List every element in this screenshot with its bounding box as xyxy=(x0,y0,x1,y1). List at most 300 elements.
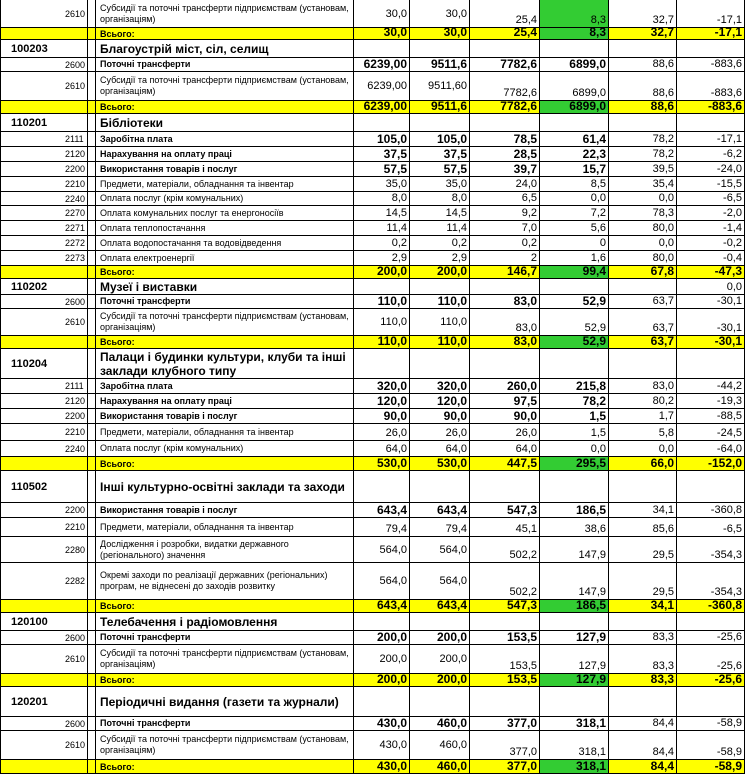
plan-period-value: 260,0 xyxy=(470,379,540,394)
plan-year-value xyxy=(354,40,410,58)
plan-year-value: 6239,00 xyxy=(354,101,410,114)
plan-adjusted-value: 110,0 xyxy=(410,336,470,349)
item-description: Предмети, матеріали, обладнання та інвентар xyxy=(96,518,354,537)
plan-adjusted-value: 460,0 xyxy=(410,717,470,731)
total-label: Всього: xyxy=(96,336,354,349)
kekv-code: 2210 xyxy=(0,424,88,441)
plan-adjusted-value: 9511,60 xyxy=(410,72,470,101)
kekv-code: 2120 xyxy=(0,394,88,409)
spacer-cell xyxy=(88,0,96,28)
spacer-cell xyxy=(88,309,96,336)
kekv-code: 2610 xyxy=(0,645,88,674)
plan-year-value xyxy=(354,687,410,717)
percent-value: 63,7 xyxy=(609,336,677,349)
item-description: Предмети, матеріали, обладнання та інвентар xyxy=(96,177,354,192)
table-row xyxy=(0,424,750,441)
plan-year-value: 6239,00 xyxy=(354,72,410,101)
deviation-value: -2,0 xyxy=(677,206,745,221)
spacer-cell xyxy=(88,687,96,717)
spacer-cell xyxy=(88,236,96,251)
percent-value xyxy=(609,279,677,295)
plan-year-value: 200,0 xyxy=(354,266,410,279)
percent-value: 0,0 xyxy=(609,192,677,206)
deviation-value: -64,0 xyxy=(677,441,745,457)
actual-value: 6899,0 xyxy=(540,58,609,72)
table-row xyxy=(0,731,750,760)
deviation-value: -58,9 xyxy=(677,717,745,731)
percent-value: 78,3 xyxy=(609,206,677,221)
table-row xyxy=(0,177,750,192)
deviation-value xyxy=(677,471,745,503)
deviation-value: -883,6 xyxy=(677,101,745,114)
kekv-code: 2200 xyxy=(0,409,88,424)
deviation-value xyxy=(677,40,745,58)
deviation-value: -88,5 xyxy=(677,409,745,424)
plan-adjusted-value: 110,0 xyxy=(410,295,470,309)
kekv-code: 2610 xyxy=(0,309,88,336)
kekv-code: 2610 xyxy=(0,0,88,28)
plan-year-value: 79,4 xyxy=(354,518,410,537)
plan-period-value: 83,0 xyxy=(470,309,540,336)
plan-period-value: 377,0 xyxy=(470,731,540,760)
spacer-cell xyxy=(88,409,96,424)
percent-value xyxy=(609,40,677,58)
percent-value: 83,3 xyxy=(609,631,677,645)
plan-year-value: 26,0 xyxy=(354,424,410,441)
kekv-code: 2272 xyxy=(0,236,88,251)
spacer-cell xyxy=(88,457,96,471)
plan-period-value: 502,2 xyxy=(470,537,540,563)
plan-year-value xyxy=(354,613,410,631)
section-row xyxy=(0,40,750,58)
deviation-value: -58,9 xyxy=(677,760,745,774)
total-label: Всього: xyxy=(96,600,354,613)
kekv-code: 2120 xyxy=(0,147,88,162)
percent-value: 67,8 xyxy=(609,266,677,279)
plan-year-value: 200,0 xyxy=(354,631,410,645)
percent-value: 83,0 xyxy=(609,379,677,394)
plan-year-value: 30,0 xyxy=(354,28,410,40)
actual-value: 1,5 xyxy=(540,409,609,424)
actual-value: 52,9 xyxy=(540,295,609,309)
deviation-value: -152,0 xyxy=(677,457,745,471)
total-row xyxy=(0,600,750,613)
table-row xyxy=(0,379,750,394)
kekv-code: 2270 xyxy=(0,206,88,221)
kekv-code: 2600 xyxy=(0,295,88,309)
actual-value: 78,2 xyxy=(540,394,609,409)
percent-value: 32,7 xyxy=(609,0,677,28)
plan-period-value: 83,0 xyxy=(470,336,540,349)
plan-period-value: 377,0 xyxy=(470,760,540,774)
deviation-value: -6,2 xyxy=(677,147,745,162)
table-row xyxy=(0,717,750,731)
percent-value: 83,3 xyxy=(609,645,677,674)
deviation-value: -24,0 xyxy=(677,162,745,177)
item-description: Окремі заходи по реалізації державних (регіональних) програм, не віднесені до заходів розвитку xyxy=(96,563,354,600)
item-description: Оплата електроенергії xyxy=(96,251,354,266)
plan-year-value: 14,5 xyxy=(354,206,410,221)
actual-value: 22,3 xyxy=(540,147,609,162)
plan-period-value: 377,0 xyxy=(470,717,540,731)
deviation-value: -58,9 xyxy=(677,731,745,760)
plan-period-value: 25,4 xyxy=(470,28,540,40)
spacer-cell xyxy=(88,717,96,731)
percent-value: 78,2 xyxy=(609,147,677,162)
total-label: Всього: xyxy=(96,457,354,471)
actual-value: 5,6 xyxy=(540,221,609,236)
plan-year-value: 564,0 xyxy=(354,563,410,600)
spacer-cell xyxy=(88,518,96,537)
plan-adjusted-value: 0,2 xyxy=(410,236,470,251)
plan-adjusted-value: 30,0 xyxy=(410,0,470,28)
kfk-code: 100203 xyxy=(0,40,88,58)
plan-adjusted-value: 11,4 xyxy=(410,221,470,236)
kekv-code: 2600 xyxy=(0,58,88,72)
kekv-code: 2200 xyxy=(0,162,88,177)
spacer-cell xyxy=(88,379,96,394)
actual-value: 15,7 xyxy=(540,162,609,177)
table-row xyxy=(0,132,750,147)
section-row xyxy=(0,613,750,631)
item-description: Оплата комунальних послуг та енергоносіїв xyxy=(96,206,354,221)
actual-value xyxy=(540,471,609,503)
deviation-value: -47,3 xyxy=(677,266,745,279)
percent-value: 80,0 xyxy=(609,221,677,236)
table-row xyxy=(0,192,750,206)
percent-value xyxy=(609,114,677,132)
percent-value: 80,0 xyxy=(609,251,677,266)
percent-value: 84,4 xyxy=(609,717,677,731)
plan-period-value xyxy=(470,349,540,379)
kekv-code: 2240 xyxy=(0,192,88,206)
percent-value: 63,7 xyxy=(609,295,677,309)
plan-period-value: 78,5 xyxy=(470,132,540,147)
total-label: Всього: xyxy=(96,760,354,774)
section-row xyxy=(0,114,750,132)
spacer-cell xyxy=(88,394,96,409)
deviation-value: -0,2 xyxy=(677,236,745,251)
spacer-cell xyxy=(88,132,96,147)
plan-year-value xyxy=(354,471,410,503)
deviation-value: -360,8 xyxy=(677,600,745,613)
total-row xyxy=(0,101,750,114)
code-cell xyxy=(0,600,88,613)
actual-value: 127,9 xyxy=(540,674,609,687)
table-row xyxy=(0,147,750,162)
plan-period-value: 9,2 xyxy=(470,206,540,221)
deviation-value: -30,1 xyxy=(677,309,745,336)
plan-year-value: 2,9 xyxy=(354,251,410,266)
item-description: Предмети, матеріали, обладнання та інвентар xyxy=(96,424,354,441)
plan-period-value: 547,3 xyxy=(470,600,540,613)
actual-value: 52,9 xyxy=(540,336,609,349)
plan-adjusted-value: 26,0 xyxy=(410,424,470,441)
total-row xyxy=(0,336,750,349)
item-description: Поточні трансферти xyxy=(96,58,354,72)
deviation-value: -17,1 xyxy=(677,0,745,28)
kekv-code: 2610 xyxy=(0,731,88,760)
actual-value xyxy=(540,613,609,631)
actual-value: 7,2 xyxy=(540,206,609,221)
plan-year-value: 37,5 xyxy=(354,147,410,162)
deviation-value xyxy=(677,114,745,132)
percent-value: 85,6 xyxy=(609,518,677,537)
deviation-value: -17,1 xyxy=(677,132,745,147)
plan-year-value: 64,0 xyxy=(354,441,410,457)
actual-value: 38,6 xyxy=(540,518,609,537)
actual-value: 295,5 xyxy=(540,457,609,471)
plan-period-value: 24,0 xyxy=(470,177,540,192)
kekv-code: 2600 xyxy=(0,631,88,645)
plan-year-value: 57,5 xyxy=(354,162,410,177)
percent-value xyxy=(609,349,677,379)
item-description: Використання товарів і послуг xyxy=(96,409,354,424)
plan-adjusted-value: 200,0 xyxy=(410,645,470,674)
deviation-value: -354,3 xyxy=(677,537,745,563)
plan-adjusted-value xyxy=(410,687,470,717)
plan-year-value xyxy=(354,114,410,132)
plan-year-value: 105,0 xyxy=(354,132,410,147)
kekv-code: 2610 xyxy=(0,72,88,101)
actual-value: 6899,0 xyxy=(540,101,609,114)
section-title: Бібліотеки xyxy=(96,114,354,132)
plan-adjusted-value: 57,5 xyxy=(410,162,470,177)
actual-value: 147,9 xyxy=(540,537,609,563)
deviation-value: -354,3 xyxy=(677,563,745,600)
plan-period-value: 153,5 xyxy=(470,674,540,687)
plan-adjusted-value: 90,0 xyxy=(410,409,470,424)
plan-period-value: 7782,6 xyxy=(470,101,540,114)
total-row xyxy=(0,674,750,687)
spacer-cell xyxy=(88,760,96,774)
plan-period-value: 64,0 xyxy=(470,441,540,457)
plan-year-value: 110,0 xyxy=(354,336,410,349)
section-title: Благоустрій міст, сіл, селищ xyxy=(96,40,354,58)
plan-adjusted-value: 37,5 xyxy=(410,147,470,162)
actual-value: 318,1 xyxy=(540,760,609,774)
code-cell xyxy=(0,674,88,687)
actual-value: 0,0 xyxy=(540,192,609,206)
plan-period-value: 45,1 xyxy=(470,518,540,537)
percent-value: 32,7 xyxy=(609,28,677,40)
plan-period-value xyxy=(470,687,540,717)
spacer-cell xyxy=(88,631,96,645)
plan-adjusted-value: 2,9 xyxy=(410,251,470,266)
actual-value: 1,6 xyxy=(540,251,609,266)
plan-year-value: 430,0 xyxy=(354,717,410,731)
total-label: Всього: xyxy=(96,101,354,114)
section-title: Палаци і будинки культури, клуби та інші заклади клубного типу xyxy=(96,349,354,379)
spacer-cell xyxy=(88,645,96,674)
plan-period-value: 97,5 xyxy=(470,394,540,409)
spacer-cell xyxy=(88,266,96,279)
plan-year-value: 30,0 xyxy=(354,0,410,28)
plan-year-value: 643,4 xyxy=(354,600,410,613)
actual-value xyxy=(540,279,609,295)
table-row xyxy=(0,251,750,266)
percent-value xyxy=(609,471,677,503)
plan-adjusted-value: 110,0 xyxy=(410,309,470,336)
plan-year-value xyxy=(354,279,410,295)
spacer-cell xyxy=(88,101,96,114)
plan-adjusted-value: 30,0 xyxy=(410,28,470,40)
plan-period-value xyxy=(470,40,540,58)
kekv-code: 2280 xyxy=(0,537,88,563)
kekv-code: 2600 xyxy=(0,717,88,731)
kekv-code: 2273 xyxy=(0,251,88,266)
deviation-value: -0,4 xyxy=(677,251,745,266)
kfk-code: 110201 xyxy=(0,114,88,132)
table-row xyxy=(0,394,750,409)
section-row xyxy=(0,349,750,379)
item-description: Субсидії та поточні трансферти підприємствам (установам, організаціям) xyxy=(96,309,354,336)
deviation-value: 0,0 xyxy=(677,279,745,295)
item-description: Оплата водопостачання та водовідведення xyxy=(96,236,354,251)
kekv-code: 2210 xyxy=(0,177,88,192)
plan-adjusted-value: 8,0 xyxy=(410,192,470,206)
deviation-value: -30,1 xyxy=(677,295,745,309)
actual-value: 61,4 xyxy=(540,132,609,147)
spacer-cell xyxy=(88,206,96,221)
kekv-code: 2111 xyxy=(0,379,88,394)
deviation-value: -25,6 xyxy=(677,645,745,674)
total-row xyxy=(0,28,750,40)
plan-adjusted-value: 564,0 xyxy=(410,537,470,563)
plan-year-value: 530,0 xyxy=(354,457,410,471)
item-description: Субсидії та поточні трансферти підприємствам (установам, організаціям) xyxy=(96,72,354,101)
plan-period-value: 7782,6 xyxy=(470,72,540,101)
plan-adjusted-value: 14,5 xyxy=(410,206,470,221)
table-row xyxy=(0,441,750,457)
plan-period-value: 547,3 xyxy=(470,503,540,518)
plan-year-value: 6239,00 xyxy=(354,58,410,72)
plan-adjusted-value: 320,0 xyxy=(410,379,470,394)
plan-period-value: 90,0 xyxy=(470,409,540,424)
item-description: Використання товарів і послуг xyxy=(96,503,354,518)
plan-year-value: 8,0 xyxy=(354,192,410,206)
plan-period-value xyxy=(470,471,540,503)
percent-value: 66,0 xyxy=(609,457,677,471)
deviation-value: -883,6 xyxy=(677,58,745,72)
deviation-value: -6,5 xyxy=(677,192,745,206)
item-description: Дослідження і розробки, видатки державного (регіонального) значення xyxy=(96,537,354,563)
plan-year-value: 120,0 xyxy=(354,394,410,409)
code-cell xyxy=(0,28,88,40)
deviation-value: -1,4 xyxy=(677,221,745,236)
item-description: Нарахування на оплату праці xyxy=(96,394,354,409)
percent-value xyxy=(609,613,677,631)
plan-adjusted-value xyxy=(410,613,470,631)
plan-year-value: 200,0 xyxy=(354,674,410,687)
deviation-value: -24,5 xyxy=(677,424,745,441)
kekv-code: 2240 xyxy=(0,441,88,457)
total-label: Всього: xyxy=(96,28,354,40)
plan-year-value: 110,0 xyxy=(354,309,410,336)
spacer-cell xyxy=(88,192,96,206)
spacer-cell xyxy=(88,295,96,309)
total-label: Всього: xyxy=(96,266,354,279)
percent-value: 63,7 xyxy=(609,309,677,336)
actual-value: 0 xyxy=(540,236,609,251)
item-description: Оплата послуг (крім комунальних) xyxy=(96,192,354,206)
plan-adjusted-value: 120,0 xyxy=(410,394,470,409)
spacer-cell xyxy=(88,336,96,349)
plan-period-value: 0,2 xyxy=(470,236,540,251)
code-cell xyxy=(0,760,88,774)
table-row xyxy=(0,221,750,236)
plan-period-value: 26,0 xyxy=(470,424,540,441)
table-row xyxy=(0,503,750,518)
percent-value: 39,5 xyxy=(609,162,677,177)
item-description: Заробітна плата xyxy=(96,132,354,147)
spacer-cell xyxy=(88,177,96,192)
actual-value xyxy=(540,114,609,132)
actual-value: 215,8 xyxy=(540,379,609,394)
percent-value: 0,0 xyxy=(609,441,677,457)
percent-value: 88,6 xyxy=(609,101,677,114)
plan-adjusted-value xyxy=(410,471,470,503)
table-row xyxy=(0,309,750,336)
plan-year-value xyxy=(354,349,410,379)
spacer-cell xyxy=(88,28,96,40)
plan-year-value: 11,4 xyxy=(354,221,410,236)
plan-adjusted-value: 564,0 xyxy=(410,563,470,600)
code-cell xyxy=(0,457,88,471)
item-description: Субсидії та поточні трансферти підприємствам (установам, організаціям) xyxy=(96,731,354,760)
percent-value: 88,6 xyxy=(609,72,677,101)
deviation-value: -883,6 xyxy=(677,72,745,101)
plan-period-value: 7782,6 xyxy=(470,58,540,72)
plan-adjusted-value: 79,4 xyxy=(410,518,470,537)
plan-year-value: 35,0 xyxy=(354,177,410,192)
percent-value: 35,4 xyxy=(609,177,677,192)
percent-value: 29,5 xyxy=(609,563,677,600)
spacer-cell xyxy=(88,537,96,563)
table-row xyxy=(0,58,750,72)
plan-adjusted-value xyxy=(410,40,470,58)
plan-period-value xyxy=(470,114,540,132)
deviation-value: -360,8 xyxy=(677,503,745,518)
plan-period-value xyxy=(470,279,540,295)
plan-year-value: 200,0 xyxy=(354,645,410,674)
percent-value: 84,4 xyxy=(609,760,677,774)
actual-value: 318,1 xyxy=(540,717,609,731)
total-row xyxy=(0,266,750,279)
spacer-cell xyxy=(88,613,96,631)
plan-period-value: 502,2 xyxy=(470,563,540,600)
section-row xyxy=(0,279,750,295)
item-description: Поточні трансферти xyxy=(96,717,354,731)
spacer-cell xyxy=(88,349,96,379)
deviation-value xyxy=(677,687,745,717)
spacer-cell xyxy=(88,40,96,58)
total-label: Всього: xyxy=(96,674,354,687)
actual-value: 0,0 xyxy=(540,441,609,457)
kekv-code: 2200 xyxy=(0,503,88,518)
spacer-cell xyxy=(88,424,96,441)
plan-period-value: 153,5 xyxy=(470,645,540,674)
kfk-code: 120100 xyxy=(0,613,88,631)
plan-adjusted-value: 9511,6 xyxy=(410,101,470,114)
plan-adjusted-value xyxy=(410,349,470,379)
percent-value: 84,4 xyxy=(609,731,677,760)
code-cell xyxy=(0,336,88,349)
percent-value: 80,2 xyxy=(609,394,677,409)
section-row xyxy=(0,687,750,717)
plan-year-value: 0,2 xyxy=(354,236,410,251)
item-description: Поточні трансферти xyxy=(96,295,354,309)
